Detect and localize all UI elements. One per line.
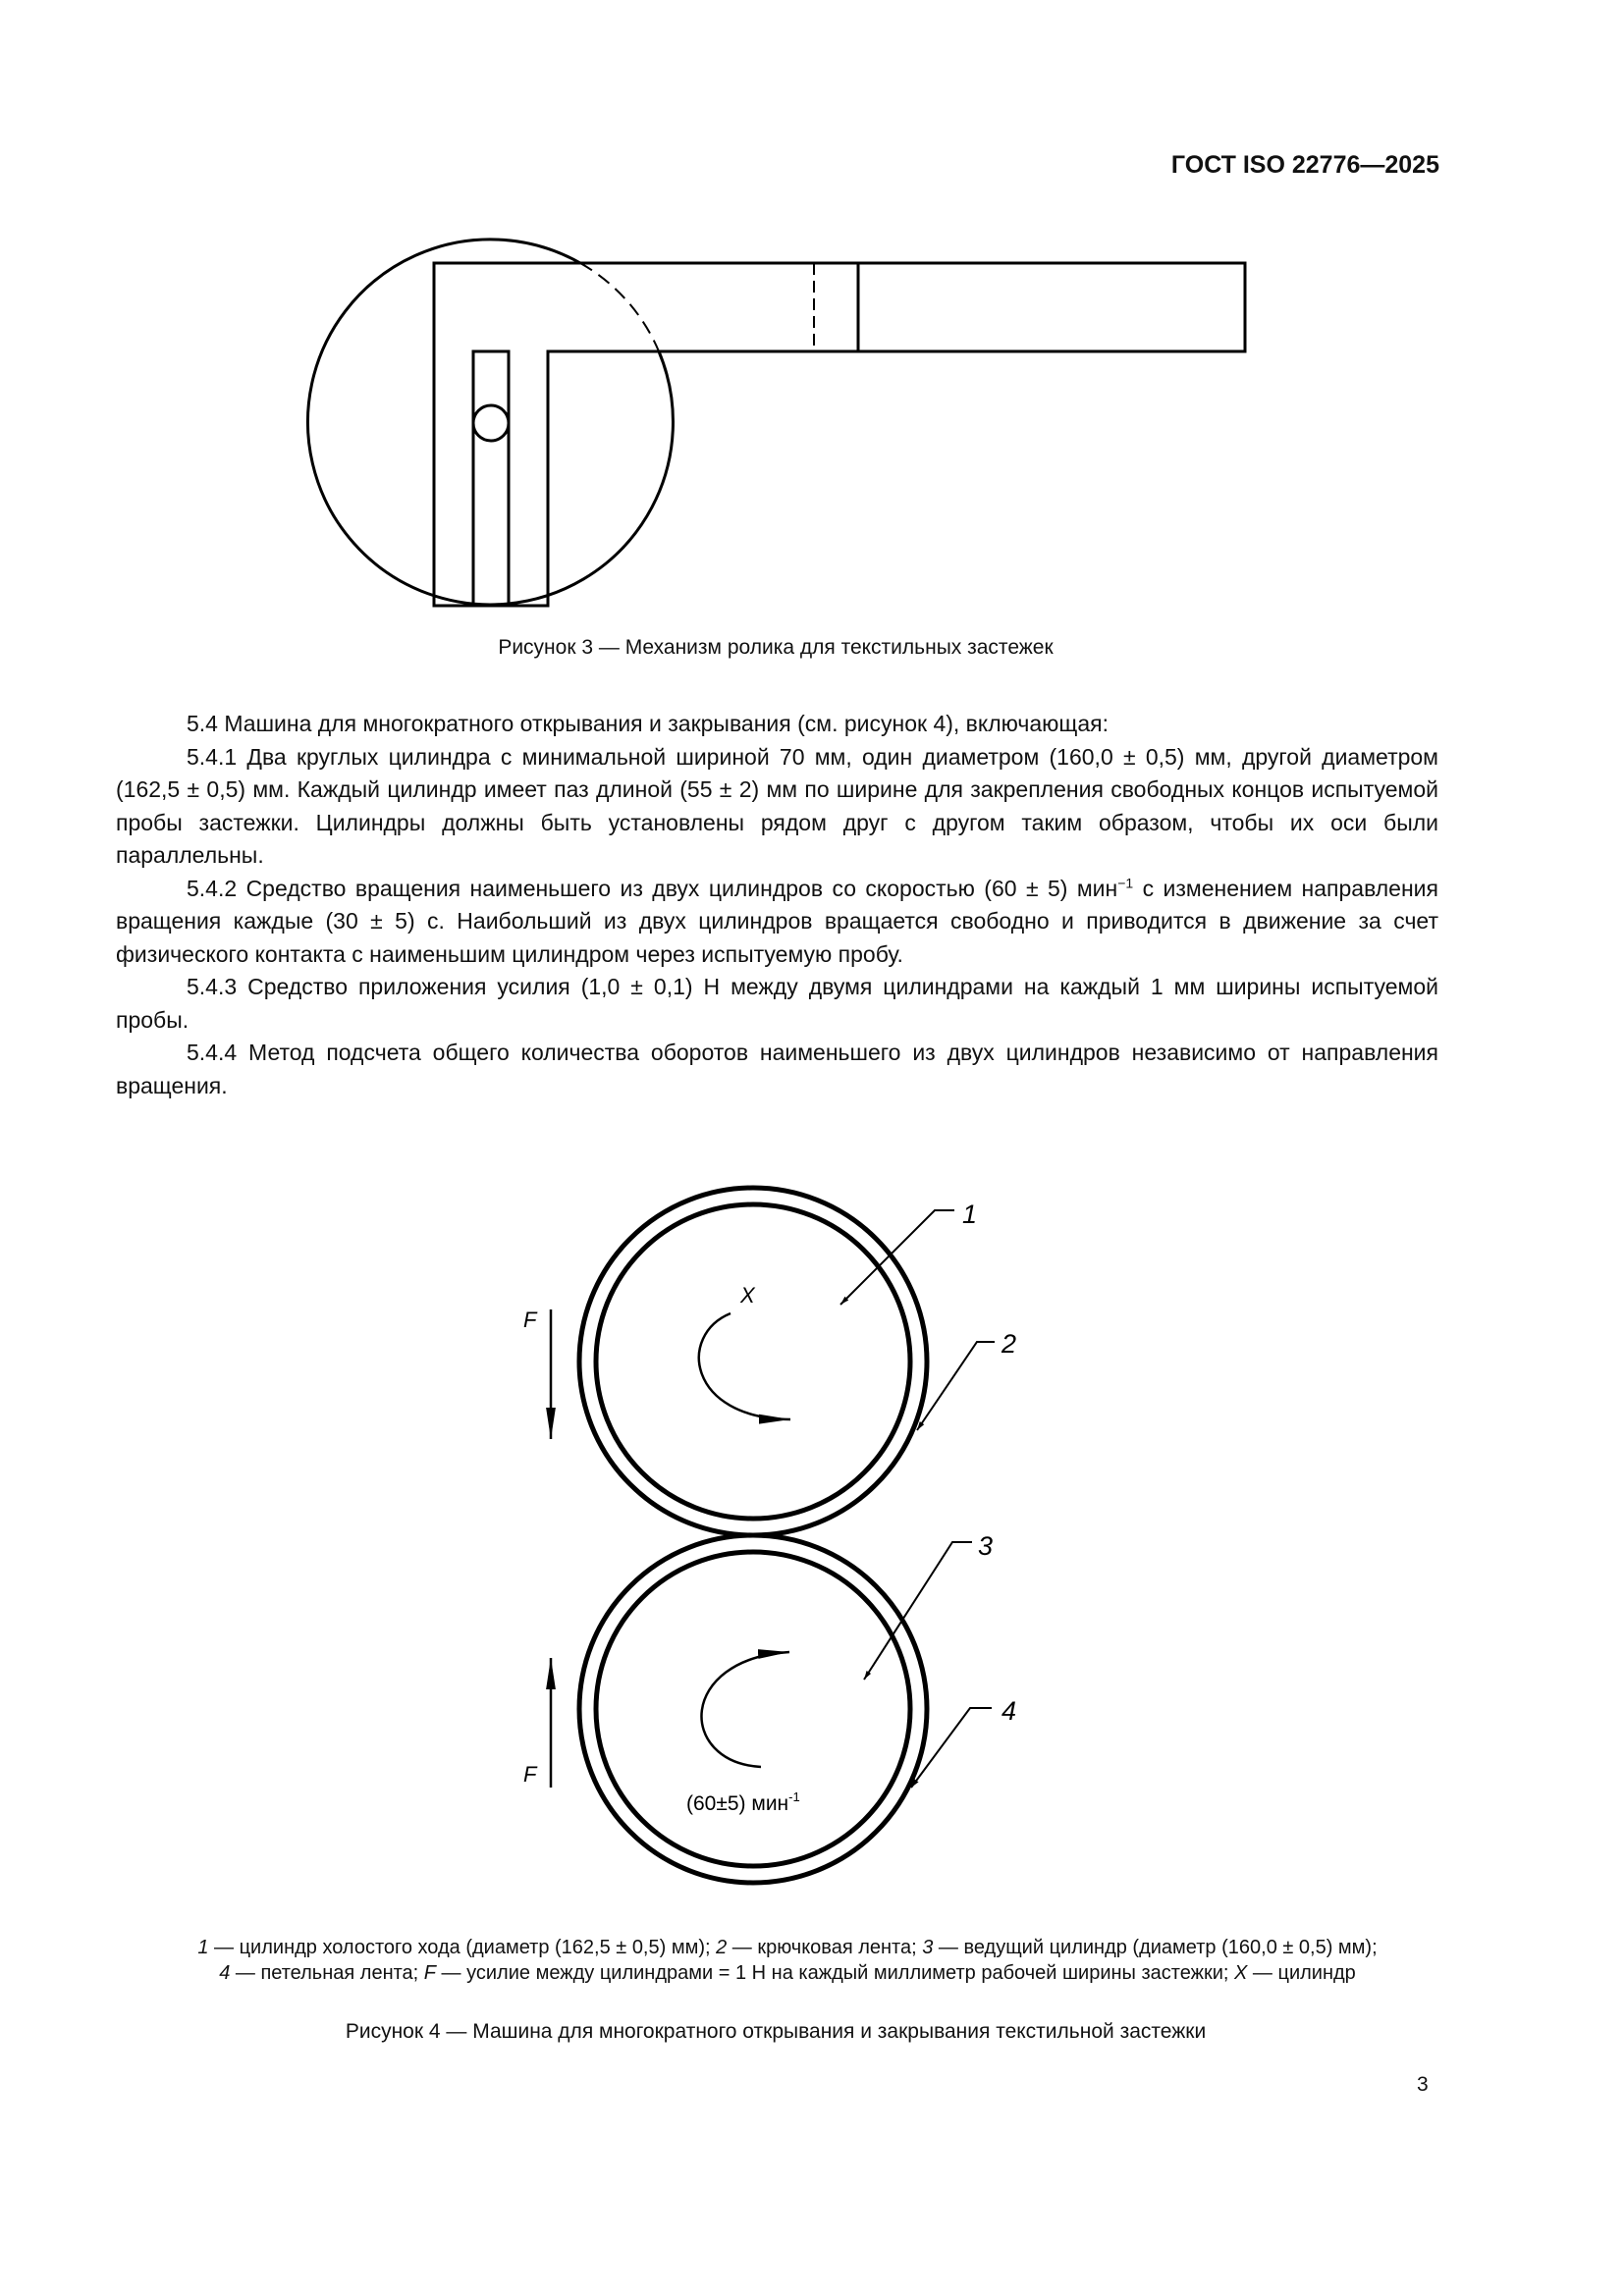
legend-text: — усилие между цилиндрами = 1 Н на каждый миллиметр рабочей ширины застежки;: [436, 1962, 1235, 1984]
rotation-arrow-top: [699, 1313, 790, 1419]
page-number: 3: [1417, 2073, 1429, 2096]
figure-3-caption: Рисунок 3 — Механизм ролика для текстильных застежек: [498, 636, 1054, 659]
idle-cylinder-outer: [579, 1188, 927, 1535]
document-header: ГОСТ ISO 22776—2025: [1170, 151, 1439, 179]
label-1: 1: [962, 1200, 978, 1229]
paragraph-5-4: 5.4 Машина для многократного открывания и закрывания (см. рисунок 4), включающая:: [187, 711, 1109, 736]
lever-outline: [434, 263, 1245, 606]
exponent: −1: [1117, 874, 1134, 890]
idle-cylinder-inner: [596, 1204, 910, 1519]
figure-4-caption: Рисунок 4 — Машина для многократного открывания и закрывания текстильной застежки: [345, 2020, 1207, 2043]
figure-4-machine: [551, 1188, 995, 1883]
legend-line-1: [108, 1935, 1467, 1960]
rotation-arrow-bottom: [701, 1652, 789, 1767]
legend-key: 3: [922, 1937, 934, 1958]
pin-circle: [473, 405, 509, 441]
roller-circle-hidden: [580, 263, 659, 351]
legend-key: X: [1234, 1962, 1248, 1984]
paragraph-5-4-2-text-cont: с изменением направления вращения каждые (30 ± 5) с. Наибольший из двух цилиндров вращается свободно и приводится в движение за счет физического контакта с наименьшим цилиндром через испытуемую пробу.: [116, 875, 1438, 967]
label-f-bottom: F: [523, 1762, 537, 1787]
roller-circle-solid: [307, 240, 673, 605]
figure-4-legend: [108, 1935, 1467, 1986]
legend-key: 4: [219, 1962, 231, 1984]
legend-text: — петельная лента;: [230, 1962, 424, 1984]
legend-text: — цилиндр холостого хода (диаметр (162,5 ± 0,5) мм);: [208, 1937, 717, 1958]
figure-3-roller-mechanism: [307, 240, 1245, 606]
drive-cylinder-outer: [579, 1535, 927, 1883]
legend-line-2: [108, 1960, 1467, 1986]
label-2: 2: [1001, 1329, 1017, 1359]
label-f-top: F: [523, 1308, 537, 1332]
drive-cylinder-inner: [596, 1552, 910, 1866]
legend-text: — крючковая лента;: [727, 1937, 923, 1958]
legend-text: — цилиндр: [1247, 1962, 1356, 1984]
paragraph-5-4-2: [116, 873, 1438, 972]
body-text: [116, 708, 1438, 1102]
paragraph-5-4-4: 5.4.4 Метод подсчета общего количества оборотов наименьшего из двух цилиндров независимо от направления вращения.: [116, 1040, 1438, 1098]
label-3: 3: [978, 1531, 994, 1561]
legend-text: — ведущий цилиндр (диаметр (160,0 ± 0,5) мм);: [933, 1937, 1378, 1958]
speed-label: (60±5) мин$^{-1}$: [686, 1789, 800, 1815]
legend-key: 2: [716, 1937, 728, 1958]
legend-key: F: [423, 1962, 436, 1984]
paragraph-5-4-2-text: 5.4.2 Средство вращения наименьшего из двух цилиндров со скоростью (60 ± 5) мин: [187, 875, 1118, 901]
lever-slot: [473, 351, 509, 606]
label-4: 4: [1001, 1696, 1017, 1726]
label-x: X: [740, 1283, 755, 1308]
paragraph-5-4-1: 5.4.1 Два круглых цилиндра с минимальной шириной 70 мм, один диаметром (160,0 ± 0,5) мм, другой диаметром (162,5 ± 0,5) мм. Каждый цилиндр имеет паз длиной (55 ± 2) мм по ширине для закрепления свободных концов испытуемой пробы застежки. Цилиндры должны быть установлены рядом друг с другом таким образом, чтобы их оси были параллельны.: [116, 743, 1438, 868]
paragraph-5-4-3: 5.4.3 Средство приложения усилия (1,0 ± 0,1) Н между двумя цилиндрами на каждый 1 мм ширины испытуемой пробы.: [116, 974, 1438, 1033]
legend-key: 1: [197, 1937, 209, 1958]
